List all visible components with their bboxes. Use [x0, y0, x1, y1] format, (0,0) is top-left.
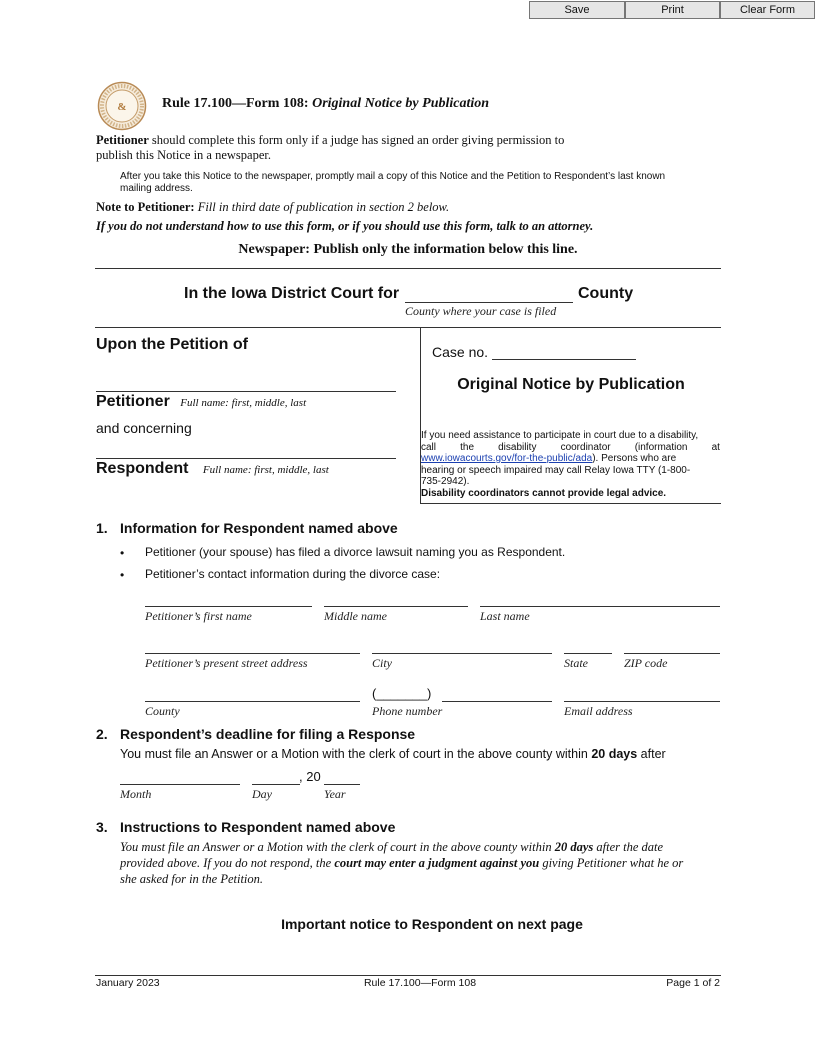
- section1-bullet2: Petitioner’s contact information during the divorce case:: [145, 567, 441, 581]
- form-title: Original Notice by Publication: [312, 96, 490, 111]
- intro-line2: publish this Notice in a newspaper.: [96, 148, 271, 162]
- caption-bottom-rule: [420, 503, 721, 504]
- section3-line2: [120, 855, 683, 871]
- email-label: Email address: [564, 704, 633, 718]
- petitioner-label-row: [96, 393, 306, 411]
- petitioner-word: Petitioner: [96, 133, 149, 147]
- section2-days: 20 days: [591, 747, 638, 761]
- county-field-contact[interactable]: [145, 701, 360, 702]
- section2-text-after: after: [637, 747, 666, 761]
- county-hint: County where your case is filed: [405, 304, 557, 318]
- section3-number: 3.: [96, 819, 108, 835]
- petitioner-label: Petitioner: [96, 393, 170, 410]
- day-field[interactable]: [252, 784, 300, 785]
- petitioner-name-field[interactable]: [96, 391, 396, 392]
- note-to-petitioner: [96, 200, 449, 215]
- city-field[interactable]: [372, 653, 552, 654]
- svg-text:&: &: [117, 101, 127, 113]
- ada-line1: If you need assistance to participate in court due to a disability,: [421, 430, 699, 441]
- s3-l1c: after the date: [593, 840, 664, 854]
- ada-line5: 735-2942).: [421, 476, 470, 487]
- ada-word: at: [711, 441, 720, 453]
- s3-l2c: giving Petitioner what he or: [539, 856, 684, 870]
- footer-page: Page 1 of 2: [666, 977, 720, 989]
- ada-notice: [421, 430, 720, 499]
- footer-rule: [95, 975, 721, 976]
- s3-l1b: 20 days: [554, 840, 594, 854]
- publish-divider: [95, 268, 721, 269]
- case-number-label: Case no.: [432, 344, 489, 360]
- day-label: Day: [252, 787, 272, 801]
- ada-word: (information: [634, 441, 688, 453]
- iowa-judicial-seal: [97, 81, 147, 131]
- respondent-hint: Full name: first, middle, last: [202, 464, 329, 476]
- section1-title: Information for Respondent named above: [120, 520, 398, 536]
- court-heading: In the Iowa District Court for: [184, 285, 400, 302]
- section3-text: [120, 839, 683, 887]
- respondent-label-row: [96, 460, 329, 478]
- mail-line2: mailing address.: [120, 183, 193, 194]
- ada-line4: hearing or speech impaired may call Relay Iowa TTY (1-800-: [421, 464, 691, 476]
- county-field[interactable]: [405, 302, 573, 303]
- month-field[interactable]: [120, 784, 240, 785]
- petitioner-hint: Full name: first, middle, last: [180, 397, 307, 409]
- note-label: Note to Petitioner:: [96, 200, 195, 214]
- intro-paragraph: [96, 133, 564, 163]
- section2-text: [120, 747, 666, 761]
- middle-name-field[interactable]: [324, 606, 468, 607]
- middle-name-label: Middle name: [324, 609, 387, 623]
- mail-line1: After you take this Notice to the newspaper, promptly mail a copy of this Notice and the Petition to Respondent’s last known: [120, 171, 666, 182]
- month-label: Month: [120, 787, 152, 801]
- year-field[interactable]: [324, 784, 360, 785]
- respondent-label: Respondent: [96, 460, 189, 477]
- save-button[interactable]: Save: [529, 1, 625, 19]
- ada-line3-rest: ). Persons who are: [592, 453, 677, 464]
- print-button[interactable]: Print: [625, 1, 720, 19]
- footer-rule-label: Rule 17.100—Form 108: [363, 977, 477, 989]
- mail-instructions: [120, 171, 665, 195]
- ada-word: the: [460, 441, 475, 453]
- section3-title: Instructions to Respondent named above: [120, 819, 396, 835]
- ada-line3: [421, 453, 720, 465]
- caption-title: Original Notice by Publication: [457, 376, 685, 393]
- clear-form-button[interactable]: Clear Form: [720, 1, 815, 19]
- concerning-label: and concerning: [96, 420, 192, 436]
- rule-label: Rule 17.100—Form 108:: [162, 96, 309, 111]
- state-field[interactable]: [564, 653, 612, 654]
- year-prefix: , 20: [299, 769, 321, 784]
- county-word: County: [578, 285, 634, 302]
- ada-disclaimer: Disability coordinators cannot provide legal advice.: [421, 487, 667, 499]
- section1-bullet1: Petitioner (your spouse) has filed a divorce lawsuit naming you as Respondent.: [145, 545, 566, 559]
- note-text: Fill in third date of publication in section 2 below.: [194, 200, 450, 214]
- zip-field[interactable]: [624, 653, 720, 654]
- county-label: County: [145, 704, 180, 718]
- attorney-warning: If you do not understand how to use this form, or if you should use this form, talk to an attorney.: [96, 219, 594, 233]
- section3-line1: [120, 839, 683, 855]
- bullet-icon: •: [120, 546, 125, 560]
- section1-number: 1.: [96, 520, 108, 536]
- phone-area-code[interactable]: (_______): [372, 686, 432, 701]
- s3-l1a: You must file an Answer or a Motion with the clerk of court in the above county within: [120, 840, 555, 854]
- section3-line3: she asked for in the Petition.: [120, 872, 264, 886]
- ada-word: coordinator: [560, 441, 611, 453]
- last-name-label: Last name: [480, 609, 530, 623]
- section2-text-before: You must file an Answer or a Motion with the clerk of court in the above county within: [120, 747, 592, 761]
- phone-field[interactable]: [442, 701, 552, 702]
- respondent-name-field[interactable]: [96, 458, 396, 459]
- street-label: Petitioner’s present street address: [145, 656, 308, 670]
- ada-word: disability: [498, 441, 537, 453]
- section2-number: 2.: [96, 726, 108, 742]
- important-notice: Important notice to Respondent on next page: [281, 916, 583, 932]
- bullet-icon: •: [120, 568, 125, 582]
- first-name-label: Petitioner’s first name: [145, 609, 252, 623]
- street-field[interactable]: [145, 653, 360, 654]
- first-name-field[interactable]: [145, 606, 312, 607]
- case-number-field[interactable]: [492, 359, 636, 360]
- section2-title: Respondent’s deadline for filing a Response: [120, 726, 416, 742]
- ada-word: call: [421, 441, 437, 453]
- intro-line1: should complete this form only if a judge has signed an order giving permission to: [148, 133, 565, 147]
- form-header: [162, 96, 489, 112]
- phone-label: Phone number: [372, 704, 443, 718]
- s3-l2a: provided above. If you do not respond, the: [120, 856, 335, 870]
- caption-top-rule: [95, 327, 721, 328]
- ada-line2: [421, 442, 720, 454]
- state-label: State: [564, 656, 588, 670]
- newspaper-instruction: Newspaper: Publish only the information below this line.: [238, 242, 578, 257]
- ada-link[interactable]: www.iowacourts.gov/for-the-public/ada: [421, 453, 593, 464]
- email-field[interactable]: [564, 701, 720, 702]
- zip-label: ZIP code: [624, 656, 668, 670]
- s3-l2b: court may enter a judgment against you: [334, 856, 540, 870]
- upon-petition-label: Upon the Petition of: [96, 336, 248, 353]
- year-label: Year: [324, 787, 346, 801]
- footer-date: January 2023: [96, 977, 160, 989]
- city-label: City: [372, 656, 392, 670]
- last-name-field[interactable]: [480, 606, 720, 607]
